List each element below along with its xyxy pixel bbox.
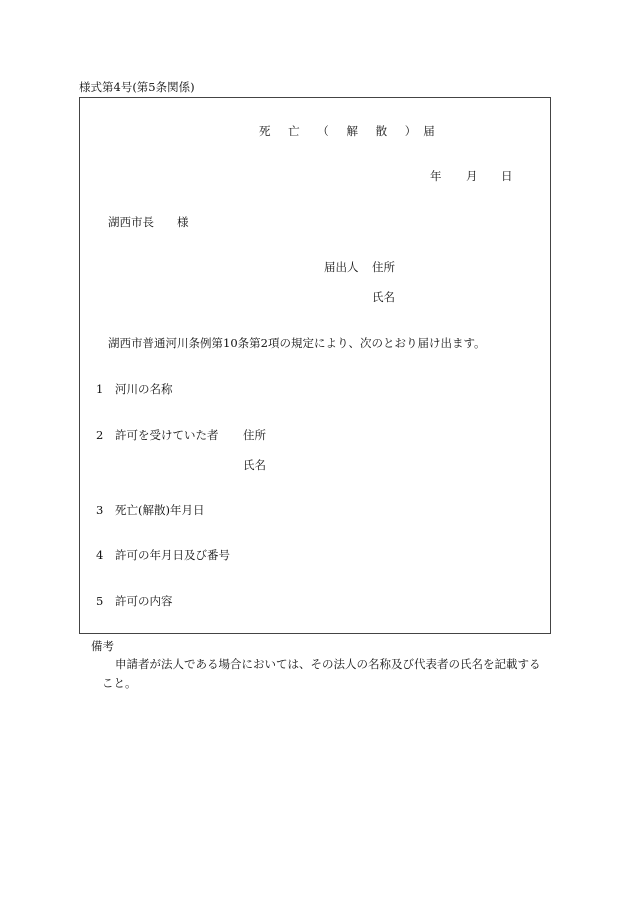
permit-holder-name-label: 氏名 <box>243 458 266 472</box>
item-label: 河川の名称 <box>115 382 173 396</box>
item-label: 死亡(解散)年月日 <box>115 503 205 517</box>
remarks-heading: 備考 <box>91 639 114 653</box>
notifier-label: 届出人 <box>324 260 359 274</box>
remarks-line-1: 申請者が法人である場合においては、その法人の名称及び代表者の氏名を記載する <box>115 657 541 671</box>
date-day: 日 <box>501 169 513 183</box>
date-month: 月 <box>466 169 478 183</box>
item-number: 2 <box>96 428 104 442</box>
item-number: 5 <box>96 594 104 608</box>
item-number: 4 <box>96 548 104 562</box>
form-title: 死 亡 （ 解 散 ）届 <box>259 124 442 138</box>
form-number: 様式第4号(第5条関係) <box>79 80 195 94</box>
item-number: 1 <box>96 382 104 396</box>
notifier-name-label: 氏名 <box>372 290 395 304</box>
notifier-address-label: 住所 <box>372 260 395 274</box>
statement: 湖西市普通河川条例第10条第2項の規定により、次のとおり届け出ます。 <box>108 336 486 350</box>
item-number: 3 <box>96 503 104 517</box>
addressee: 湖西市長 様 <box>108 215 189 229</box>
remarks-line-2: こと。 <box>102 676 137 690</box>
date-year: 年 <box>430 169 442 183</box>
item-label: 許可の内容 <box>115 594 173 608</box>
item-label: 許可を受けていた者 <box>115 428 219 442</box>
item-label: 許可の年月日及び番号 <box>115 548 230 562</box>
permit-holder-address-label: 住所 <box>243 428 266 442</box>
